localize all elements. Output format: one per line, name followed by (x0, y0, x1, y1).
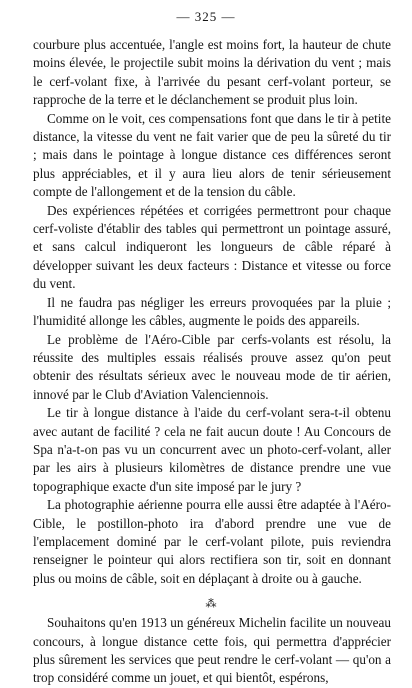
page-number: — 325 — (176, 9, 236, 24)
paragraph: Le tir à longue distance à l'aide du cerf-volant sera-t-il obtenu avec autant de facilité ? cela ne fait aucun doute ! Au Concours de Spa n'a-t-on pas vu un concurrent avec un photo-cerf-volant, aller par les airs à plusieurs kilomètres de distance prendre une vue topographique exacte d'un site imposé par le jury ? (33, 405, 391, 494)
paragraph: La photographie aérienne pourra elle aussi être adaptée à l'Aéro-Cible, le postillon-photo ira d'abord prendre une vue de l'emplacement dominé par le cerf-volant pilote, puis reviendra renseigner le pointeur qui alors rectifiera son tir, soit en donnant plus ou moins de câble, soit en déplaçant à droite ou à gauche. (33, 497, 391, 586)
paragraph: Souhaitons qu'en 1913 un généreux Michelin facilite un nouveau concours, à longue distance cette fois, qui permettra d'apprécier plus sûrement les services que peut rendre le cerf-volant — qu'on a trop considéré comme un jouet, et qui bientôt, espérons, (33, 615, 391, 686)
paragraph: Le problème de l'Aéro-Cible par cerfs-volants est résolu, la réussite des multiples essais réalisés prouve assez qu'on peut obtenir des résultats sérieux avec le nouveau mode de tir aérien, innové par le Club d'Aviation Valenciennois. (33, 331, 391, 402)
section-separator: ⁂ (205, 598, 219, 611)
paragraph: Comme on le voit, ces compensations font que dans le tir à petite distance, la vitesse du vent ne fait varier que de peu la sûreté du tir ; mais dans le pointage à longue distance ces différences seront plus appréciables, et il y aura lieu alors de tenir sérieusement compte de l'allongement et de la tension du câble. (33, 110, 391, 200)
paragraph: Des expériences répétées et corrigées permettront pour chaque cerf-voliste d'établir des tables qui permettront un pointage assuré, et sans calcul indiqueront les longueurs de câble réparé à développer suivant les deux facteurs : Distance et vitesse ou force du vent. (33, 202, 391, 292)
body-text (33, 36, 391, 688)
paragraph: Il ne faudra pas négliger les erreurs provoquées par la pluie ; l'humidité allonge les câbles, augmente le poids des appareils. (33, 294, 391, 329)
paragraph: courbure plus accentuée, l'angle est moins fort, la hauteur de chute moins élevée, le projectile subit moins la dérivation du vent ; mais le cerf-volant fixe, à l'arrivée du pesant cerf-volant porteur, se rapproche de la terre et le déclanchement se produit plus loin. (33, 37, 391, 108)
